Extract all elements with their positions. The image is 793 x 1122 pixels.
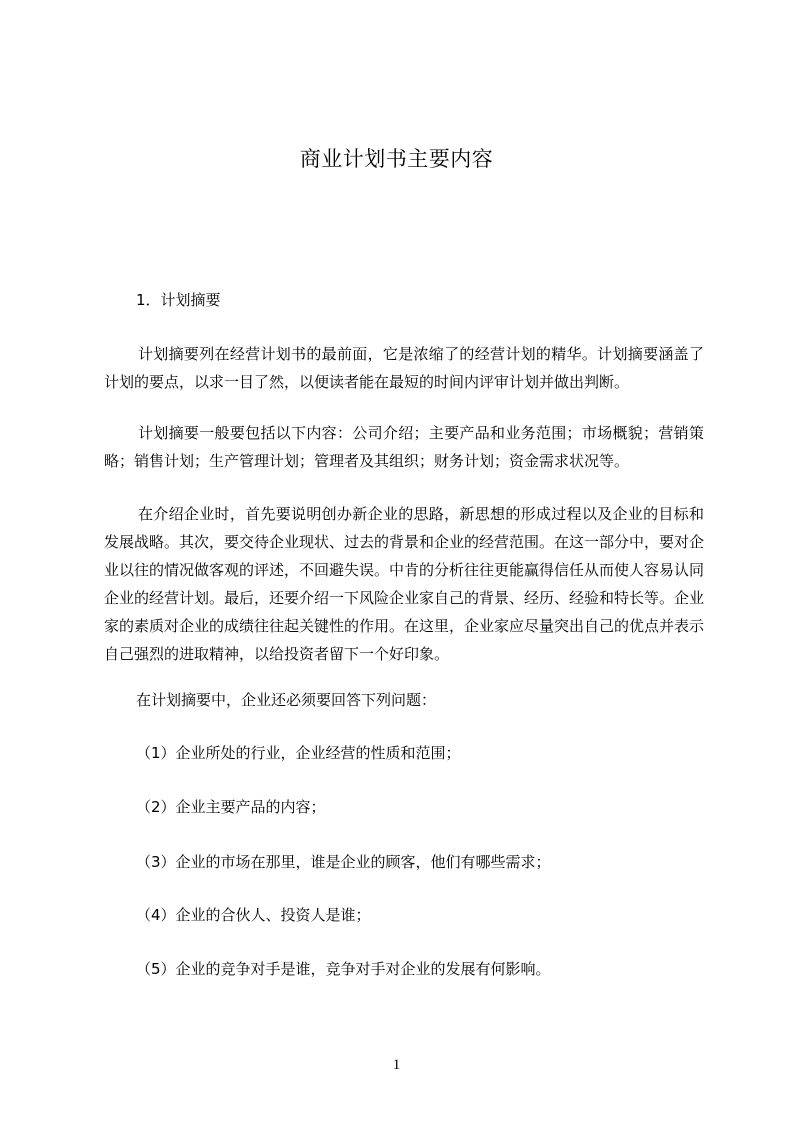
paragraph-summary-contents: 计划摘要一般要包括以下内容：公司介绍；主要产品和业务范围；市场概貌；营销策略；销售计划；生产管理计划；管理者及其组织；财务计划；资金需求状况等。 — [104, 424, 704, 470]
question-item-3: （3）企业的市场在那里，谁是企业的顾客，他们有哪些需求； — [136, 853, 551, 871]
section-heading: 1．计划摘要 — [136, 291, 221, 309]
page-number: 1 — [392, 1057, 401, 1073]
question-item-5: （5）企业的竞争对手是谁，竞争对手对企业的发展有何影响。 — [136, 960, 551, 978]
paragraph-company-introduction: 在介绍企业时，首先要说明创办新企业的思路，新思想的形成过程以及企业的目标和发展战略。其次，要交待企业现状、过去的背景和企业的经营范围。在这一部分中，要对企业以往的情况做客观的评述，不回避失误。中肯的分析往往更能赢得信任从而使人容易认同企业的经营计划。最后，还要介绍一下风险企业家自己的背景、经历、经验和特长等。企业家的素质对企业的成绩往往起关键性的作用。在这里，企业家应尽量突出自己的优点并表示自己强烈的进取精神，以给投资者留下一个好印象。 — [104, 505, 705, 663]
question-item-2: （2）企业主要产品的内容； — [136, 798, 326, 816]
question-item-4: （4）企业的合伙人、投资人是谁； — [136, 906, 371, 924]
questions-intro: 在计划摘要中，企业还必须要回答下列问题： — [136, 691, 437, 709]
document-title: 商业计划书主要内容 — [299, 147, 494, 171]
paragraph-summary-definition: 计划摘要列在经营计划书的最前面，它是浓缩了的经营计划的精华。计划摘要涵盖了计划的要点，以求一目了然，以便读者能在最短的时间内评审计划并做出判断。 — [104, 345, 704, 391]
question-item-1: （1）企业所处的行业，企业经营的性质和范围； — [136, 744, 461, 762]
